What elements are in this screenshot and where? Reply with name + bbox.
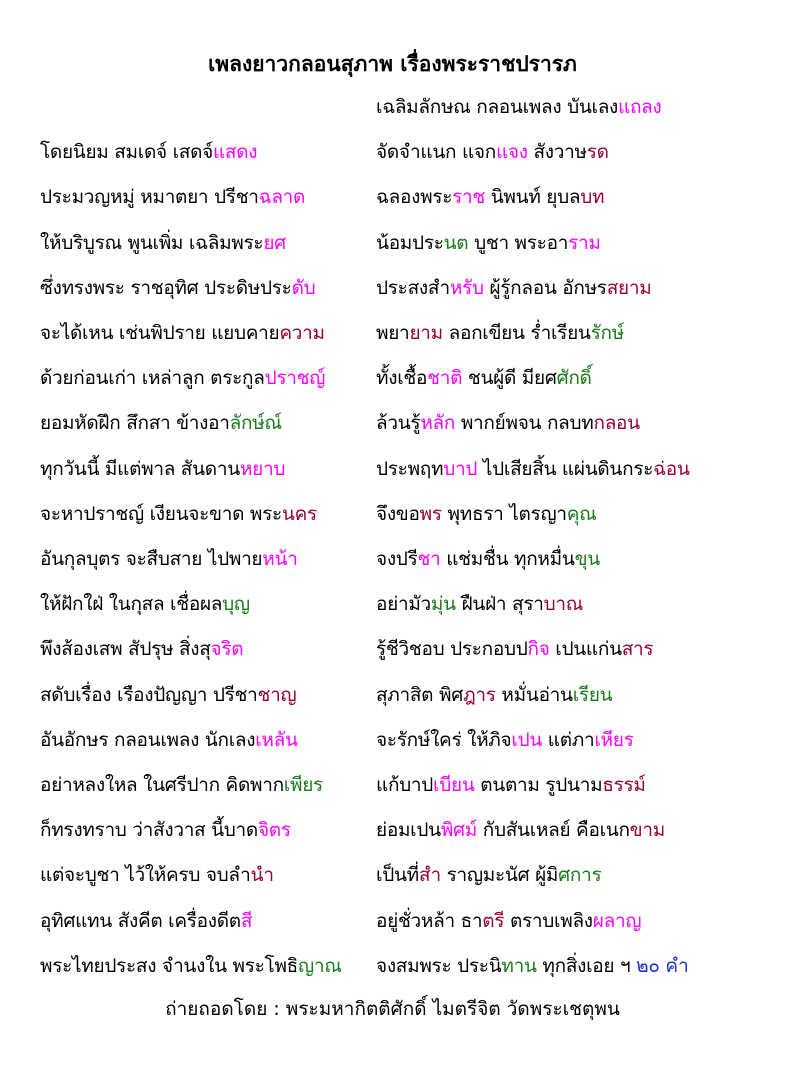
verse-segment: ล้วนรู้ bbox=[376, 412, 421, 435]
verse-segment: รู้ชีวิชอบ ประกอบป bbox=[376, 638, 528, 661]
verse-segment: ขาม bbox=[629, 819, 665, 842]
verse-segment: ทุกสิ่งเอย ฯ bbox=[536, 954, 637, 977]
verse-segment: หน้า bbox=[262, 548, 298, 570]
verse-line-l19 bbox=[40, 951, 342, 981]
verse-segment: แจง bbox=[495, 141, 528, 164]
verse-segment: นต bbox=[443, 231, 469, 254]
verse-segment: ฝืนฝ่า สุรา bbox=[455, 593, 544, 616]
verse-segment: ชาติ bbox=[427, 367, 463, 390]
verse-segment: รักษ์ bbox=[590, 322, 624, 344]
verse-line-l13 bbox=[40, 680, 296, 710]
verse-segment: กับสันเหลย์ คือเนก bbox=[477, 819, 630, 842]
verse-segment: อันอักษร กลอนเพลง นักเลง bbox=[40, 728, 256, 751]
verse-line-r2 bbox=[376, 182, 604, 212]
verse-segment: สดับเรื่อง เรืองปัญญา ปรีชา bbox=[40, 683, 258, 706]
verse-segment: บาณ bbox=[543, 593, 584, 616]
transcriber-credit: ถ่ายถอดโดย : พระมหากิตติศักดิ์ ไมตรีจิต วัดพระเชตุพน bbox=[165, 998, 620, 1020]
verse-segment: พระไทยประสง จำนงใน พระโพธิ bbox=[40, 954, 298, 977]
verse-segment: หรับ bbox=[449, 276, 484, 299]
verse-segment: ด้วยก่อนเก่า เหล่าลูก ตระกูล bbox=[40, 367, 265, 390]
verse-segment: อย่าหลงใหล ในศรีปาก คิดพาก bbox=[40, 774, 284, 796]
verse-segment: พากย์พจน กลบท bbox=[455, 412, 594, 435]
verse-segment: จัดจำแนก แจก bbox=[376, 141, 496, 164]
verse-line-l17 bbox=[40, 860, 274, 890]
verse-segment: ญาณ bbox=[297, 954, 342, 977]
verse-segment: ฎาร bbox=[462, 683, 496, 706]
verse-line-r18 bbox=[376, 906, 641, 936]
verse-segment: คุณ bbox=[566, 502, 597, 525]
verse-segment: ตราบเพลิง bbox=[504, 909, 593, 932]
verse-segment: จะได้เหน เช่นพิปราย แยบคาย bbox=[40, 322, 280, 344]
verse-segment: ตนตาม รูปนาม bbox=[474, 774, 603, 796]
verse-line-r13 bbox=[376, 680, 612, 710]
verse-line-l9 bbox=[40, 499, 317, 529]
verse-segment: ผู้รู้กลอน อักษร bbox=[483, 276, 607, 299]
verse-segment: หยาบ bbox=[239, 457, 286, 480]
verse-line-r5 bbox=[376, 318, 624, 348]
verse-segment: หมั่นอ่าน bbox=[495, 683, 573, 706]
verse-segment: เบียน bbox=[433, 774, 475, 796]
verse-line-l12 bbox=[40, 634, 243, 664]
verse-segment: แต่จะบูชา ไว้ให้ครบ จบลำ bbox=[40, 864, 251, 887]
verse-segment: ขุน bbox=[574, 548, 600, 570]
verse-segment: ยาม bbox=[409, 322, 443, 344]
verse-segment: ไปเสียสิ้น แผ่นดินกระ bbox=[477, 457, 654, 480]
verse-line-l14 bbox=[40, 725, 298, 755]
verse-line-r6 bbox=[376, 363, 592, 393]
verse-line-l6 bbox=[40, 363, 325, 393]
verse-segment: ยอมหัดฝึก สึกสา ข้างอา bbox=[40, 412, 230, 435]
verse-segment: เฉลิมลักษณ กลอนเพลง บันเลง bbox=[376, 96, 619, 118]
verse-line-r17 bbox=[376, 860, 601, 890]
verse-segment: จงปรี bbox=[376, 548, 418, 570]
verse-segment: ทุกวันนี้ มีแต่พาล สันดาน bbox=[40, 457, 240, 480]
verse-segment: ก็ทรงทราบ ว่าสังวาส นี้บาด bbox=[40, 819, 258, 842]
verse-segment: กิจ bbox=[527, 638, 550, 661]
verse-segment: ซึ่งทรงพระ ราชอุทิศ ประดิษประ bbox=[40, 276, 292, 299]
verse-segment: แต่ภา bbox=[542, 728, 595, 751]
verse-line-l4 bbox=[40, 273, 315, 303]
verse-line-r9 bbox=[376, 499, 596, 529]
verse-segment: บท bbox=[580, 186, 605, 209]
verse-segment: สาร bbox=[621, 638, 654, 661]
verse-segment: อยู่ชั่วหล้า ธา bbox=[376, 909, 483, 932]
verse-line-r10 bbox=[376, 544, 600, 574]
verse-segment: ศการ bbox=[558, 864, 602, 887]
verse-line-l10 bbox=[40, 544, 298, 574]
verse-segment: นำ bbox=[250, 864, 274, 887]
verse-segment: ๒๐ คำ bbox=[636, 954, 689, 977]
verse-line-r0 bbox=[376, 92, 662, 122]
verse-segment: จงสมพระ ประนิ bbox=[376, 954, 502, 977]
verse-segment: แถลง bbox=[618, 96, 662, 118]
verse-line-l8 bbox=[40, 454, 285, 484]
verse-segment: ตรี bbox=[482, 909, 505, 932]
verse-segment: เป็นที่ bbox=[376, 864, 419, 887]
verse-line-r8 bbox=[376, 454, 690, 484]
verse-segment: ชาญ bbox=[257, 683, 297, 706]
verse-segment: จะหาปราชญ์ เงียนจะขาด พระ bbox=[40, 502, 282, 525]
verse-segment: สยาม bbox=[606, 276, 652, 299]
verse-segment: ทาน bbox=[501, 954, 537, 977]
verse-segment: เรียน bbox=[572, 683, 613, 706]
verse-segment: จิตร bbox=[257, 819, 291, 842]
verse-segment: แก้บาป bbox=[376, 774, 434, 796]
verse-segment: ฉลองพระ bbox=[376, 186, 453, 209]
verse-segment: จะรักษ์ใคร่ ให้ภิจ bbox=[376, 728, 512, 751]
verse-segment: บูชา พระอา bbox=[468, 231, 569, 254]
verse-segment: ความ bbox=[279, 322, 325, 344]
verse-segment: ลักษ์ณ์ bbox=[229, 412, 282, 435]
verse-segment: มุ่น bbox=[430, 593, 456, 616]
verse-segment: แสดง bbox=[212, 141, 258, 164]
verse-line-l3 bbox=[40, 228, 286, 258]
verse-line-r7 bbox=[376, 408, 640, 438]
verse-segment: รด bbox=[586, 141, 609, 164]
verse-segment: ทั้งเชื้อ bbox=[376, 367, 428, 390]
verse-line-l16 bbox=[40, 815, 291, 845]
verse-line-l1 bbox=[40, 137, 257, 167]
verse-segment: ประมวญหมู่ หมาตยา ปรีชา bbox=[40, 186, 259, 209]
verse-segment: เปน bbox=[511, 728, 543, 751]
verse-line-r4 bbox=[376, 273, 651, 303]
verse-line-l2 bbox=[40, 182, 305, 212]
verse-segment: หลัก bbox=[420, 412, 456, 435]
verse-line-r16 bbox=[376, 815, 665, 845]
verse-segment: ผลาญ bbox=[592, 909, 642, 932]
verse-line-r11 bbox=[376, 589, 583, 619]
verse-segment: ให้บริบูรณ พูนเพิ่ม เฉลิมพระ bbox=[40, 231, 264, 254]
verse-line-r1 bbox=[376, 137, 609, 167]
verse-line-r15 bbox=[376, 770, 646, 800]
verse-line-l15 bbox=[40, 770, 323, 800]
verse-segment: ชนผู้ดี มียศ bbox=[462, 367, 557, 390]
verse-segment: บุญ bbox=[222, 593, 250, 616]
verse-line-r19 bbox=[376, 951, 688, 981]
verse-segment: ประสงสำ bbox=[376, 276, 450, 299]
verse-segment: ราม bbox=[568, 231, 601, 254]
verse-segment: ศักดิ์ bbox=[556, 367, 592, 390]
verse-segment: ย่อมเปน bbox=[376, 819, 441, 842]
verse-segment: โดยนิยม สมเดจ์ เสดจ์ bbox=[40, 141, 213, 164]
verse-segment: เปนแก่น bbox=[549, 638, 622, 661]
verse-segment: ยศ bbox=[263, 231, 286, 254]
verse-segment: นคร bbox=[281, 502, 317, 525]
verse-segment: ฉลาด bbox=[258, 186, 306, 209]
verse-segment: ปราชญ์ bbox=[264, 367, 326, 390]
verse-segment: ฉ่อน bbox=[653, 457, 690, 480]
verse-segment: ประพฤท bbox=[376, 457, 444, 480]
verse-line-l18 bbox=[40, 906, 252, 936]
verse-line-l7 bbox=[40, 408, 282, 438]
verse-line-r3 bbox=[376, 228, 601, 258]
verse-segment: พุทธรา ไตรญา bbox=[441, 502, 567, 525]
verse-segment: ราญมะนัศ ผู้มิ bbox=[440, 864, 559, 887]
verse-segment: พิศม์ bbox=[440, 819, 478, 842]
verse-segment: น้อมประ bbox=[376, 231, 444, 254]
verse-segment: ชา bbox=[417, 548, 441, 570]
verse-segment: พึงส้องเสพ สัปรุษ สิ่งสุ bbox=[40, 638, 211, 661]
verse-segment: พยา bbox=[376, 322, 410, 344]
verse-line-l5 bbox=[40, 318, 325, 348]
verse-segment: แช่มชื่น ทุกหมื่น bbox=[440, 548, 575, 570]
verse-segment: สำ bbox=[418, 864, 441, 887]
verse-segment: ดับ bbox=[291, 276, 316, 299]
verse-line-r14 bbox=[376, 725, 634, 755]
verse-segment: สี bbox=[240, 909, 253, 932]
verse-segment: กลอน bbox=[593, 412, 640, 435]
verse-segment: อย่ามัว bbox=[376, 593, 431, 616]
verse-segment: สังวาษ bbox=[527, 141, 587, 164]
verse-segment: สุภาสิต พิศ bbox=[376, 683, 463, 706]
verse-segment: ราช bbox=[452, 186, 485, 209]
verse-segment: ให้ฝักใฝ่ ในกุสล เชื่อผล bbox=[40, 593, 223, 616]
verse-segment: อันกุลบุตร จะสืบสาย ไปพาย bbox=[40, 548, 263, 570]
verse-segment: จึงขอ bbox=[376, 502, 420, 525]
verse-line-l11 bbox=[40, 589, 250, 619]
verse-segment: ธรรม์ bbox=[602, 774, 646, 796]
verse-segment: พร bbox=[419, 502, 442, 525]
verse-line-r12 bbox=[376, 634, 653, 664]
verse-segment: เหลัน bbox=[255, 728, 298, 751]
verse-segment: อุทิศแทน สังคีต เครื่องดีต bbox=[40, 909, 241, 932]
verse-segment: บาป bbox=[443, 457, 478, 480]
verse-segment: จริต bbox=[210, 638, 244, 661]
poem-title: เพลงยาวกลอนสุภาพ เรื่องพระราชปรารภ bbox=[208, 52, 577, 76]
verse-segment: เหียร bbox=[594, 728, 634, 751]
verse-segment: ลอกเขียน ร่ำเรียน bbox=[442, 322, 591, 344]
verse-segment: เพียร bbox=[283, 774, 323, 796]
verse-segment: นิพนท์ ยุบล bbox=[484, 186, 581, 209]
